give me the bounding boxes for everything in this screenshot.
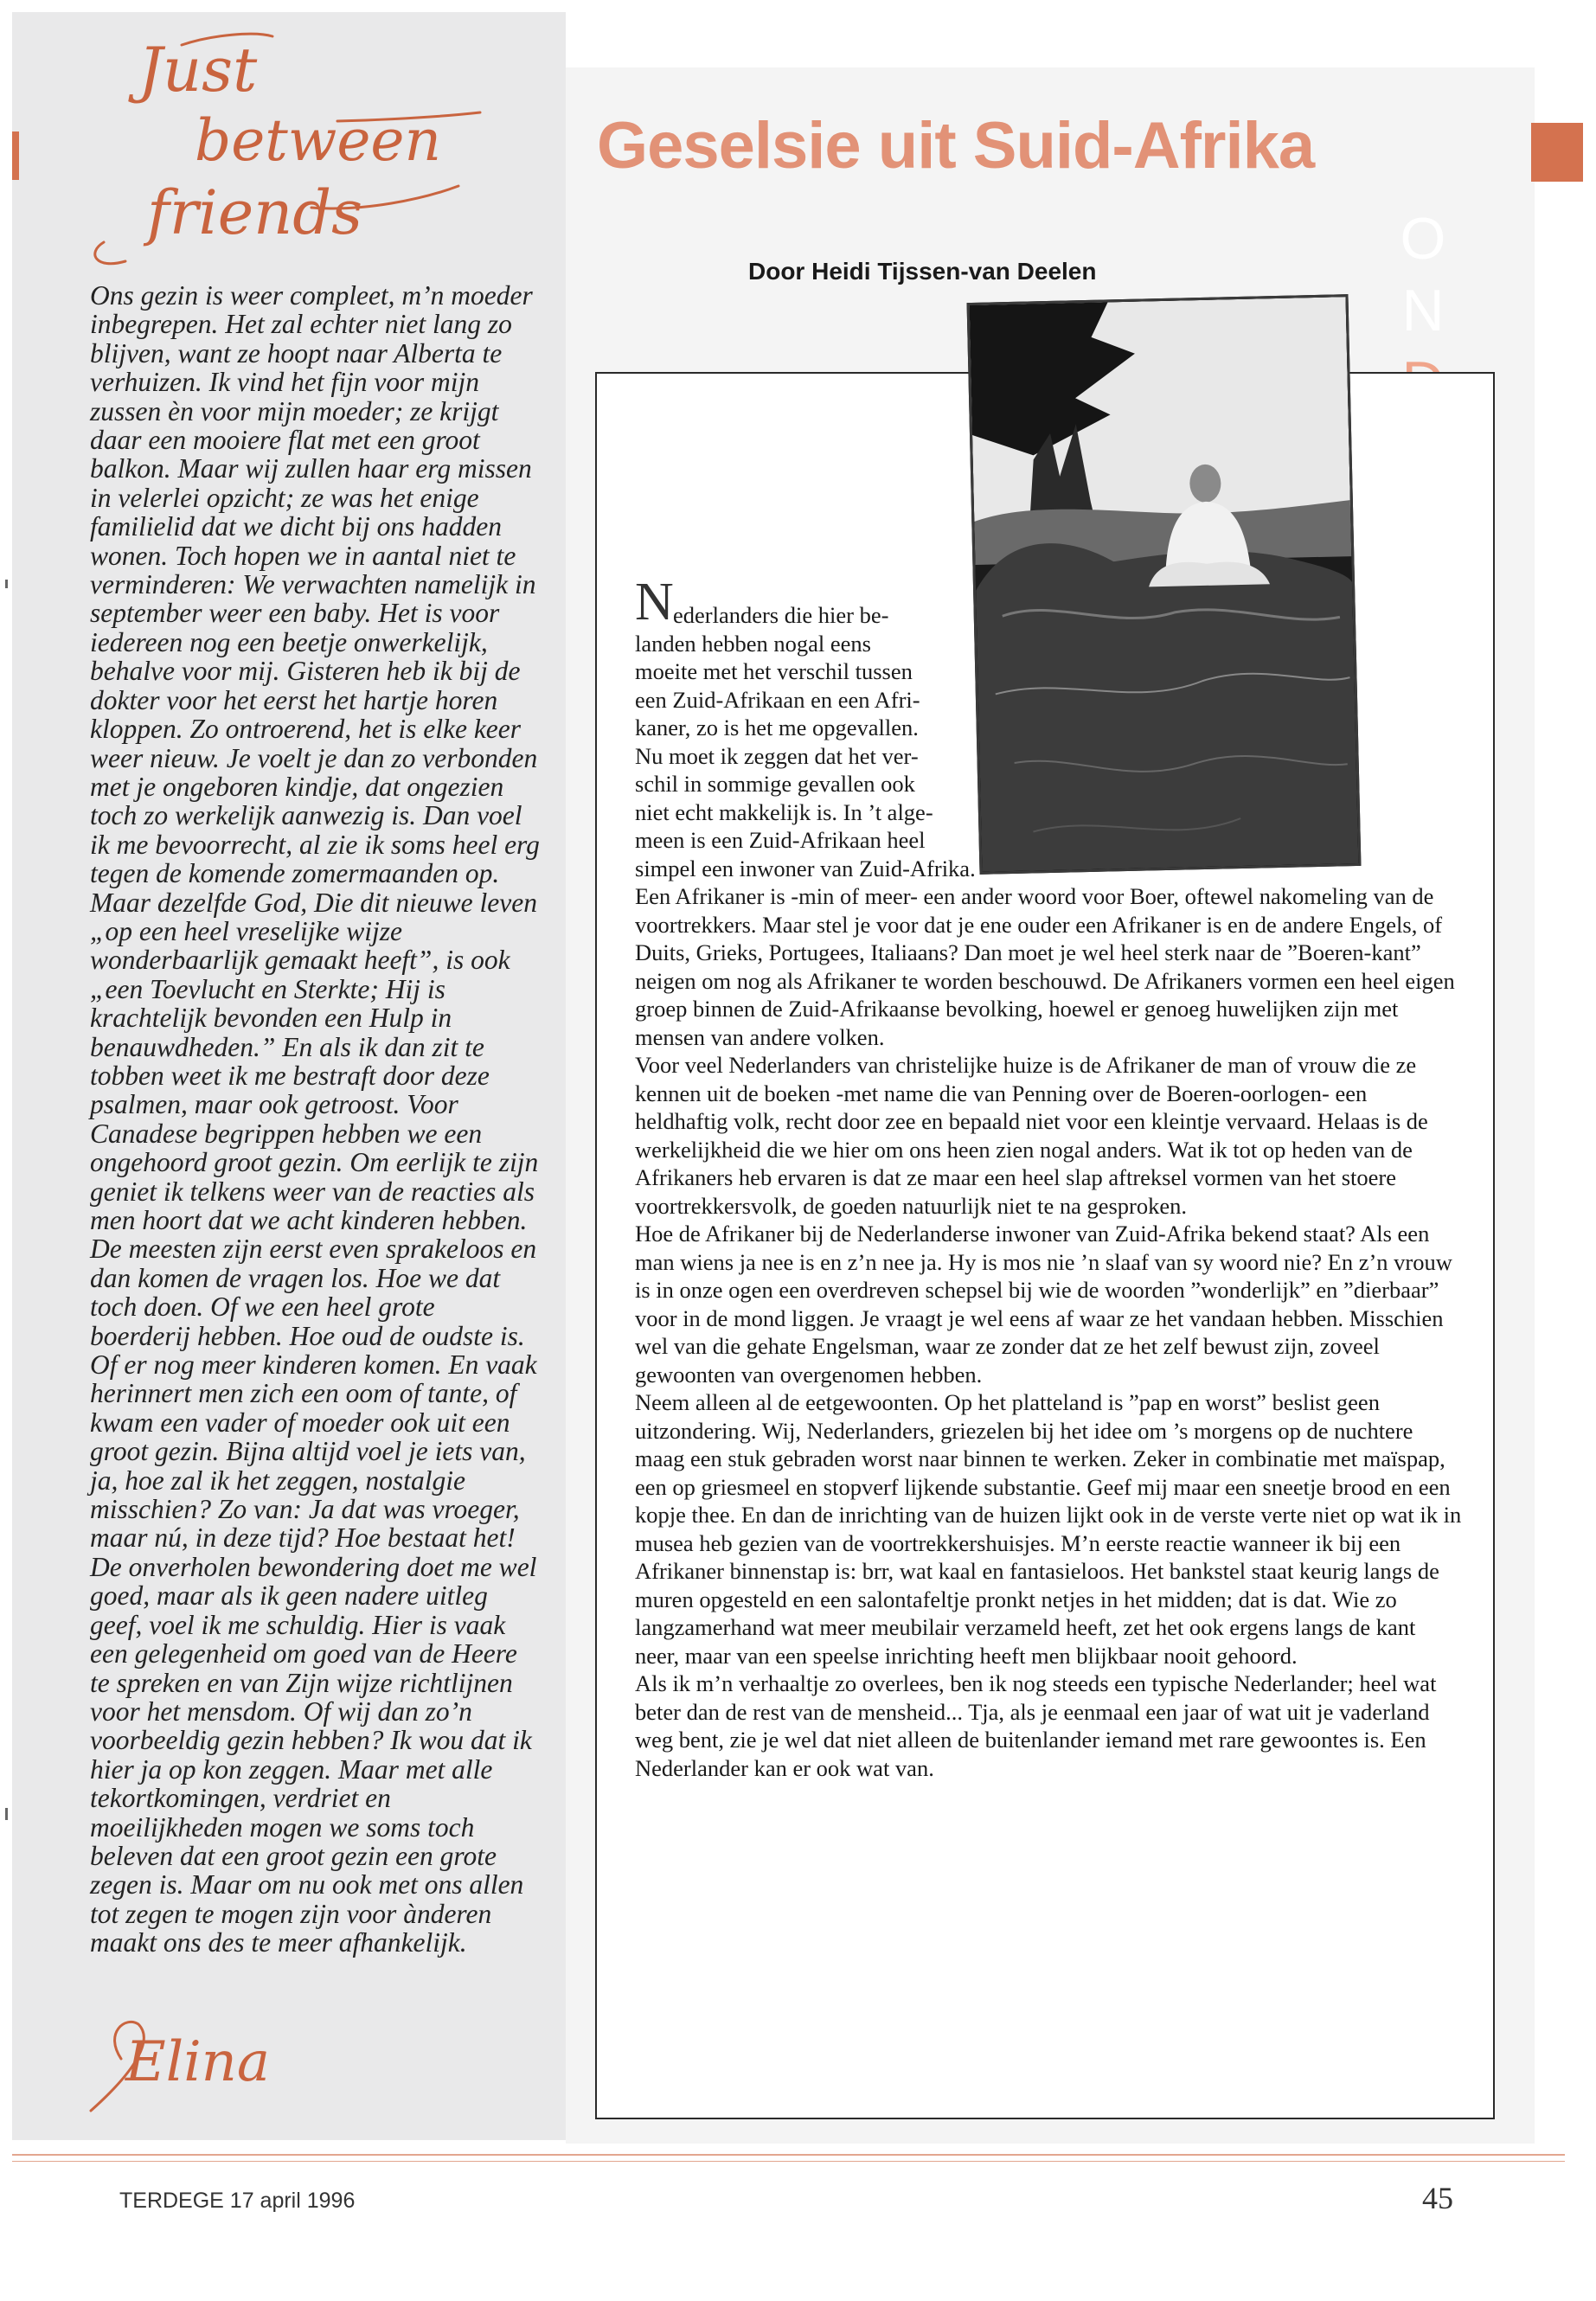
column-heading-line3: friends [147,177,362,248]
column-heading-line2: between [195,107,441,174]
page-number: 45 [1422,2181,1453,2215]
article-paragraph: Voor veel Nederlanders van christelijke huize is de Afrikaner de man of vrouw die ze kennen uit de boeken -met name die van Penning over de Boeren-oorlogen- een heldhaftig volk, recht door zee en bepaald niet voor een kleintje vervaard. Helaas is de werkelijkheid die we hier om ons heen zien nogal anders. Wat ik tot op heden van de Afrikaners heb ervaren is dat ze maar een heel slap aftreksel vormen van het stoere voortrekkersvolk, de goeden natuurlijk niet te na gesproken. [635,1052,1428,1219]
article-intro-line: schil in sommige gevallen ook [635,771,915,797]
accent-tab-right [1531,123,1583,182]
column-heading [52,26,502,277]
article-paragraph: Neem alleen al de eetgewoonten. Op het platteland is ”pap en worst” beslist geen uitzondering. Wij, Nederlanders, griezelen bij het idee om ’s morgens op de nuchtere maag een stuk gebraden worst naar binnen te werken. Zeker in combinatie met maïspap, een op griesmeel en stopverf lijkende substantie. Geef mij maar een sneetje brood en een kopje thee. En dan de inrichting van de huizen lijkt ook in de verste verte niet op wat ik in musea heb gezien van de voortrekkershuisjes. M’n eerste reactie wanneer ik bij een Afrikaner binnenstap is: brr, wat kaal en fantasieloos. Het bankstel staat keurig langs de muren opgesteld en een salontafeltje pronkt netjes in het midden; dat is dat. Wie zo langzamerhand wat meer meubilair verzameld heeft, zet het ook ergens langs de kant neer, maar van een speelse inrichting heeft men blijkbaar nooit gehoord. [635,1389,1462,1669]
footer-rule [12,2154,1565,2156]
article-paragraph: Een Afrikaner is -min of meer- een ander woord voor Boer, oftewel nakomeling van de voortrekkers. Maar stel je voor dat je ene ouder een Afrikaner is en de andere Engels, of Duits, Grieks, Portugees, Italiaans? Dan moet je wel heel sterk naar de ”Boeren-kant” neigen om nog als Afrikaner te worden beschouwd. De Afrikaners vormen een heel eigen groep binnen de Zuid-Afrikaanse bevolking, hoewel er genoeg huwelijken zijn met mensen van andere volken. [635,883,1455,1050]
article-intro-line: Nu moet ik zeggen dat het ver- [635,742,919,769]
scan-mark [5,580,8,588]
footer-publication: TERDEGE 17 april 1996 [119,2189,356,2213]
article-byline: Door Heidi Tijssen-van Deelen [748,258,1097,285]
drop-cap: N [635,573,674,631]
footer-rule [12,2161,1565,2162]
article-intro-line: meen is een Zuid-Afrikaan heel [635,827,926,853]
accent-tab-left [12,131,19,180]
column-heading-line1: Just [138,35,258,106]
signature [78,2007,337,2119]
article-intro-line: landen hebben nogal eens [635,630,871,657]
article-body [635,573,1465,1782]
article-intro-line: moeite met het verschil tussen [635,658,913,684]
article-intro-text: ederlanders die hier be- [673,602,889,628]
article-title: Geselsie uit Suid-Afrika [597,109,1315,183]
article-intro-line: een Zuid-Afrikaan en een Afri- [635,686,920,713]
column-body: Ons gezin is weer compleet, m’n moeder inbegrepen. Het zal echter niet lang zo blijven, want ze hoopt naar Alberta te verhuizen. Ik vind het fijn voor mijn zussen èn voor mijn moeder; ze krijgt daar een mooiere flat met een groot balkon. Maar wij zullen haar erg missen in velerlei opzicht; ze was het enige familielid dat we dicht bij ons hadden wonen. Toch hopen we in aantal niet te verminderen: We verwachten namelijk in september weer een baby. Het is voor iedereen nog een beetje onwerkelijk, behalve voor mij. Gisteren heb ik bij de dokter voor het eerst het hartje horen kloppen. Zo ontroerend, het is elke keer weer nieuw. Je voelt je dan zo verbonden met je ongeboren kindje, dat ongezien toch zo werkelijk aanwezig is. Dan voel ik me bevoorrecht, al zie ik soms heel erg tegen de komende zomermaanden op. Maar dezelfde God, Die dit nieuwe leven „op een heel vreselijke wijze wonderbaarlijk gemaakt heeft”, is ook „een Toevlucht en Sterkte; Hij is krachtelijk bevonden een Hulp in benauwdheden.” En als ik dan zit te tobben weet ik me bestraft door deze psalmen, maar ook getroost. Voor Canadese begrippen hebben we een ongehoord groot gezin. Om eerlijk te zijn geniet ik telkens weer van de reacties als men hoort dat we acht kinderen hebben. De meesten zijn eerst even sprakeloos en dan komen de vragen los. Hoe we dat toch doen. Of we een heel grote boerderij hebben. Hoe oud de oudste is. Of er nog meer kinderen komen. En vaak herinnert men zich een oom of tante, of kwam een vader of moeder ook uit een groot gezin. Bijna altijd voel je iets van, ja, hoe zal ik het zeggen, nostalgie misschien? Zo van: Ja dat was vroeger, maar nú, in deze tijd? Hoe bestaat het! De onverholen bewondering doet me wel goed, maar als ik geen nadere uitleg geef, voel ik me schuldig. Hier is vaak een gelegenheid om goed van de Heere te spreken en van Zijn wijze richtlijnen voor het mensdom. Of wij dan zo’n voorbeeldig gezin hebben? Ik wou dat ik hier ja op kon zeggen. Maar met alle tekortkomingen, verdriet en moeilijkheden mogen we soms toch beleven dat een groot gezin een grote zegen is. Maar om nu ook met ons allen tot zegen te mogen zijn voor ànderen maakt ons des te meer afhankelijk. [90,280,540,1958]
section-letter: N [1401,278,1445,343]
signature-text: Elina [125,2030,271,2094]
scan-mark [5,1808,8,1820]
article-intro-line: niet echt makkelijk is. In ’t alge- [635,798,933,825]
article-intro-line: kaner, zo is het me opgevallen. [635,715,919,740]
article-paragraph: Als ik m’n verhaaltje zo overlees, ben ik nog steeds een typische Nederlander; heel wat beter dan de rest van de mensheid... Tja, als je eenmaal een jaar of wat uit je vaderland weg bent, zie je wel dat niet alleen de buitenlander iemand met rare gewoontes is. Een Nederlander kan er ook wat van. [635,1670,1437,1781]
article-paragraph: Hoe de Afrikaner bij de Nederlanderse inwoner van Zuid-Afrika bekend staat? Als een man wiens ja nee is en z’n nee ja. Hy is mos nie ’n slaaf van sy woord nie? En z’n vrouw is in onze ogen een overdreven schepsel bij wie de woorden ”wonderlijk” en ”dierbaar” voor in de mond liggen. Je vraagt je wel eens af waar ze het vandaan hebben. Misschien wel van die gehate Engelsman, waar ze zonder dat ze het zelf bewust zijn, zoveel gewoonten van overgenomen hebben. [635,1221,1452,1388]
article-intro-line: simpel een inwoner van Zuid-Afrika. [635,855,976,881]
section-letter: O [1400,206,1446,272]
article-intro-line [635,573,1465,631]
